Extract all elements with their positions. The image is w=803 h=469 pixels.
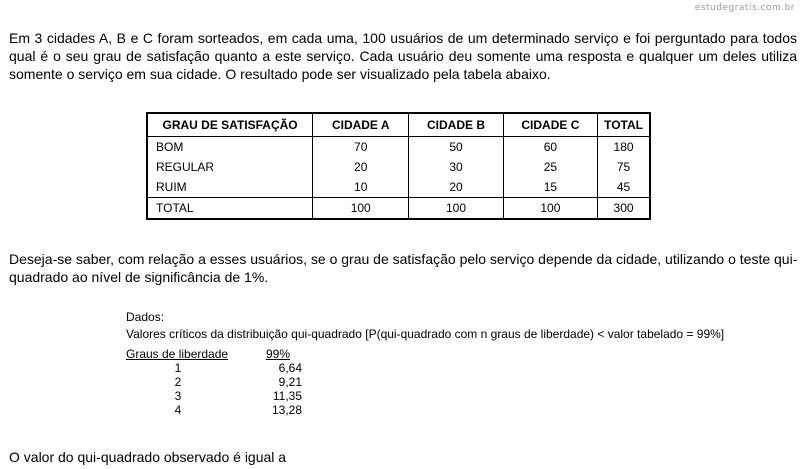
- table-row: [126, 403, 302, 417]
- table-cell: 100: [503, 198, 597, 220]
- dados-description: Valores críticos da distribuição qui-quadrado [P(qui-quadrado com n graus de liberdade) < valor tabelado = 99%]: [126, 327, 725, 341]
- table-row: [147, 137, 650, 158]
- table-cell: 75: [598, 157, 650, 177]
- table-cell: 30: [409, 157, 503, 177]
- hypothesis-paragraph: [9, 250, 797, 286]
- table-cell: 300: [598, 198, 650, 220]
- header-cidade-c: CIDADE C: [503, 113, 597, 137]
- table-cell: 180: [598, 137, 650, 158]
- table-row: [147, 157, 650, 177]
- table-cell: TOTAL: [147, 198, 313, 220]
- table-cell: 100: [409, 198, 503, 220]
- table-cell: 11,35: [272, 389, 302, 403]
- table-total-row: [147, 198, 650, 220]
- table-cell: RUIM: [147, 177, 313, 198]
- table-cell: 13,28: [271, 403, 302, 417]
- dados-title: Dados:: [126, 310, 165, 324]
- table-cell: 70: [313, 137, 409, 158]
- table-cell: 4: [174, 403, 182, 417]
- header-grau: GRAU DE SATISFAÇÃO: [147, 113, 313, 137]
- table-cell: 25: [503, 157, 597, 177]
- table-cell: 2: [174, 375, 182, 389]
- header-cidade-b: CIDADE B: [409, 113, 503, 137]
- hypothesis-line: Deseja-se saber, com relação a esses usuários, se o grau de satisfação pelo serviço depende da cidade, utilizando o teste qui-: [9, 251, 798, 267]
- header-cidade-a: CIDADE A: [313, 113, 409, 137]
- table-row: [147, 177, 650, 198]
- table-cell: 20: [409, 177, 503, 198]
- satisfaction-table: [146, 112, 651, 220]
- hypothesis-line: quadrado ao nível de significância de 1%.: [9, 269, 269, 285]
- table-row: [126, 375, 302, 389]
- table-cell: 20: [313, 157, 409, 177]
- critical-values-table: [126, 347, 302, 417]
- table-cell: 3: [174, 389, 182, 403]
- table-cell: 45: [598, 177, 650, 198]
- intro-paragraph: [9, 29, 797, 83]
- table-row: [126, 361, 302, 375]
- table-cell: 50: [409, 137, 503, 158]
- table-cell: 10: [313, 177, 409, 198]
- table-header-row: [147, 113, 650, 137]
- intro-line: somente o serviço em sua cidade. O resultado pode ser visualizado pela tabela abaixo.: [9, 66, 551, 82]
- table-cell: 1: [174, 361, 182, 375]
- critical-header-row: [126, 347, 302, 361]
- header-total: TOTAL: [598, 113, 650, 137]
- table-cell: 15: [503, 177, 597, 198]
- table-cell: 100: [313, 198, 409, 220]
- header-graus-liberdade: Graus de liberdade: [126, 347, 229, 361]
- table-cell: REGULAR: [147, 157, 313, 177]
- table-cell: 9,21: [278, 375, 302, 389]
- dados-block: [126, 310, 724, 341]
- table-cell: BOM: [147, 137, 313, 158]
- header-99: 99%: [266, 347, 291, 361]
- table-cell: 6,64: [278, 361, 302, 375]
- table-row: [126, 389, 302, 403]
- watermark-text: estudegratis.com.br: [694, 3, 795, 13]
- intro-line: Em 3 cidades A, B e C foram sorteados, em cada uma, 100 usuários de um determinado serviço e foi perguntado para todos: [9, 30, 797, 46]
- question-text: O valor do qui-quadrado observado é igual a: [9, 449, 287, 465]
- intro-line: qual é o seu grau de satisfação quanto a este serviço. Cada usuário deu somente uma resposta e qualquer um deles utiliza: [9, 48, 797, 64]
- table-cell: 60: [503, 137, 597, 158]
